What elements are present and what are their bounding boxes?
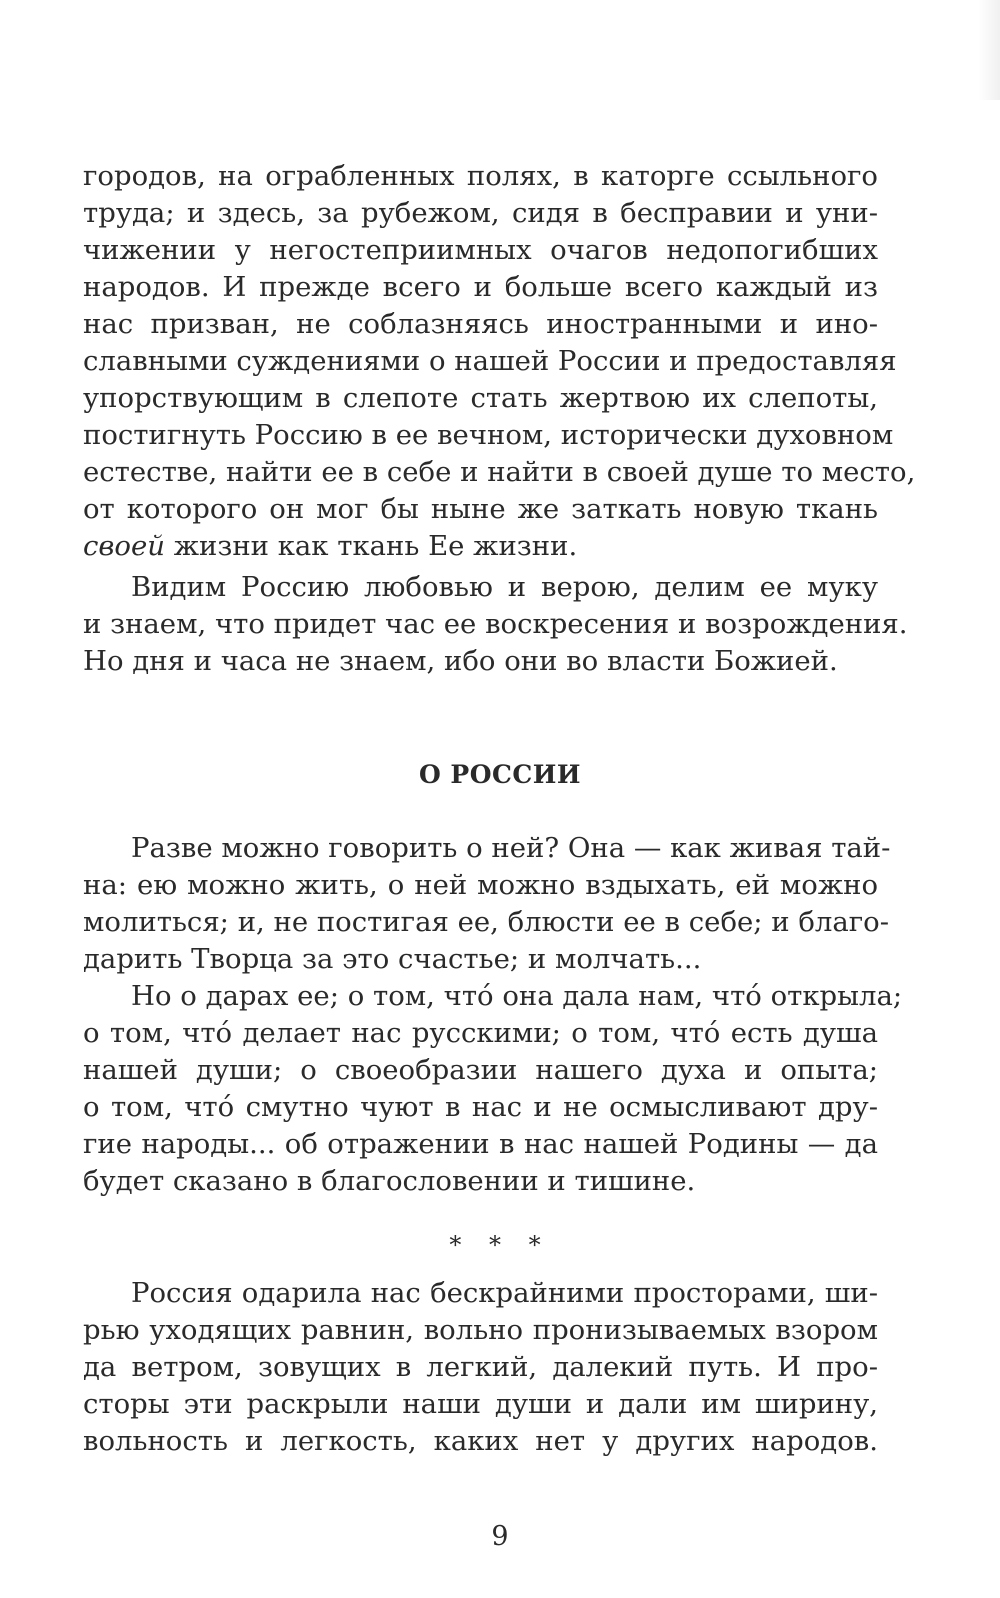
page-edge-shadow: [978, 0, 1000, 100]
text-line: на: ею можно жить, о ней можно вздыхать, ей можно: [83, 869, 878, 901]
italic-word: своей: [83, 530, 165, 562]
text-line: чижении у негостеприимных очагов недопогибших: [83, 234, 878, 266]
section-separator: * * *: [449, 1231, 551, 1259]
text-line: сторы эти раскрыли наши души и дали им ширину,: [83, 1388, 878, 1420]
text-line: гие народы... об отражении в нас нашей Родины — да: [83, 1128, 878, 1160]
text-line: о том, что́ делает нас русскими; о том, что́ есть душа: [83, 1017, 878, 1049]
text-line: городов, на ограбленных полях, в каторге ссыльного: [83, 160, 878, 192]
section-heading: О РОССИИ: [418, 760, 582, 789]
text-line: постигнуть Россию в ее вечном, исторически духовном: [83, 419, 894, 451]
text-line: рью уходящих равнин, вольно пронизываемых взором: [83, 1314, 878, 1346]
paragraph: [83, 830, 891, 978]
paragraph: [83, 978, 903, 1200]
text-line: да ветром, зовущих в легкий, далекий путь. И про-: [83, 1351, 878, 1383]
text-line: нашей души; о своеобразии нашего духа и опыта;: [83, 1054, 878, 1086]
text-line: дарить Творца за это счастье; и молчать...: [83, 943, 702, 975]
text-line: и знаем, что придет час ее воскресения и возрождения.: [83, 608, 908, 640]
text-line: будет сказано в благословении и тишине.: [83, 1165, 696, 1197]
text-line: о том, что́ смутно чуют в нас и не осмысливают дру-: [83, 1091, 878, 1123]
text-line: естестве, найти ее в себе и найти в своей душе то место,: [83, 456, 916, 488]
text-line: упорствующим в слепоте стать жертвою их слепоты,: [83, 382, 878, 414]
text-line: Россия одарила нас бескрайними просторами, ши-: [131, 1277, 878, 1309]
text-line: нас призван, не соблазняясь иностранными и ино-: [83, 308, 878, 340]
text-line: народов. И прежде всего и больше всего каждый из: [83, 271, 878, 303]
text-line: Разве можно говорить о ней? Она — как живая тай-: [131, 832, 891, 864]
text-line: от которого он мог бы ныне же заткать новую ткань: [83, 493, 878, 525]
paragraph: [83, 569, 908, 680]
text-line: Видим Россию любовью и верою, делим ее муку: [131, 571, 878, 603]
text-line: Но дня и часа не знаем, ибо они во власти Божией.: [83, 645, 838, 677]
text-line: [83, 528, 878, 565]
text-line: вольность и легкость, каких нет у других народов.: [83, 1425, 878, 1457]
paragraph: [83, 1275, 878, 1460]
text-fragment: жизни как ткань Ее жизни.: [164, 530, 578, 562]
page-number: 9: [491, 1521, 509, 1552]
text-line: молиться; и, не постигая ее, блюсти ее в себе; и благо-: [83, 906, 890, 938]
text-line: славными суждениями о нашей России и предоставляя: [83, 345, 897, 377]
paragraph-continuation: [83, 158, 916, 565]
text-line: Но о дарах ее; о том, что́ она дала нам, что́ открыла;: [131, 980, 903, 1012]
text-line: труда; и здесь, за рубежом, сидя в бесправии и уни-: [83, 197, 878, 229]
